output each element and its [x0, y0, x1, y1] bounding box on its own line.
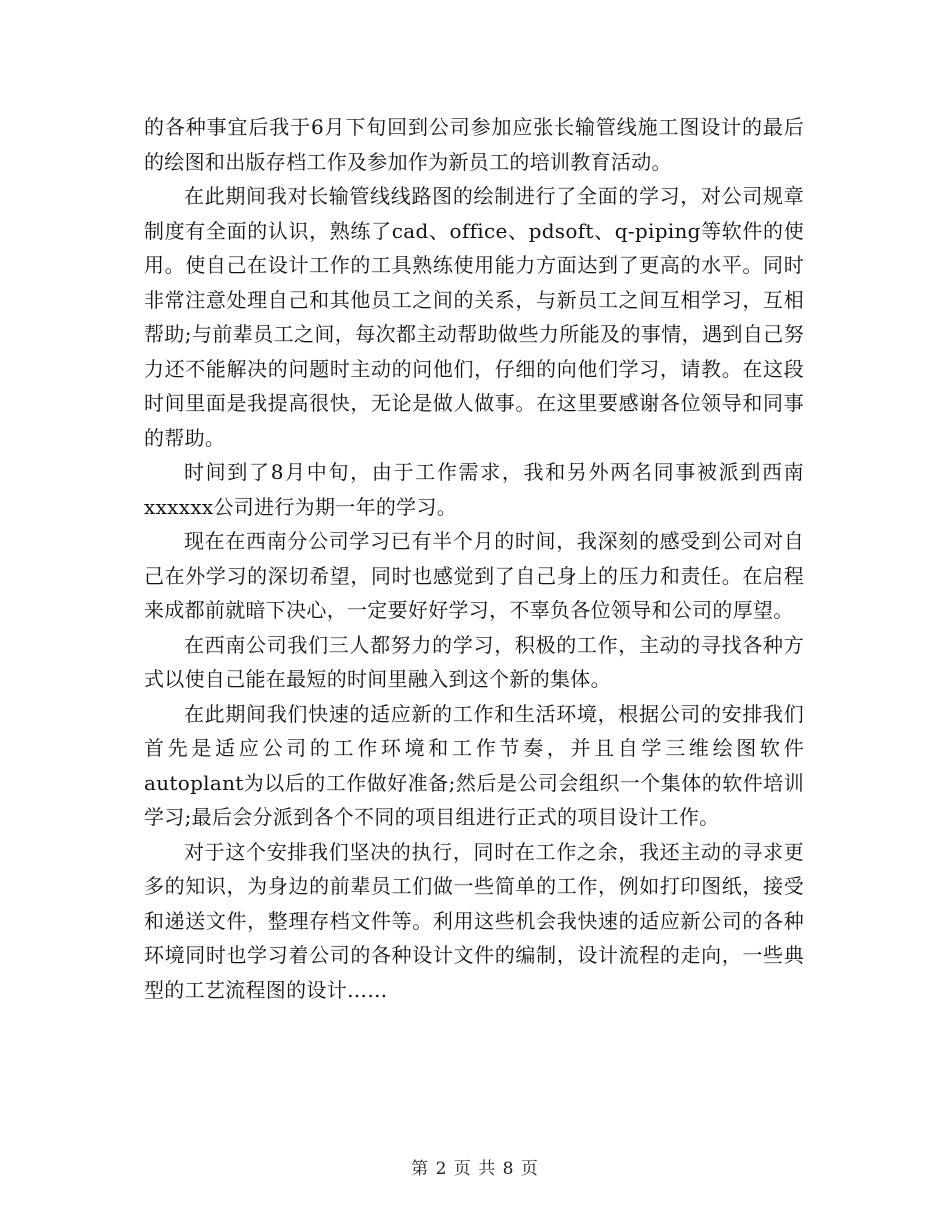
paragraph-4: 现在在西南分公司学习已有半个月的时间，我深刻的感受到公司对自己在外学习的深切希望，同时也感觉到了自己身上的压力和责任。在启程来成都前就暗下决心，一定要好好学习，不辜负各位领导和公司的厚望。	[144, 529, 804, 622]
paragraph-2: 在此期间我对长输管线线路图的绘制进行了全面的学习，对公司规章制度有全面的认识，熟练了cad、office、pdsoft、q-piping等软件的使用。使自己在设计工作的工具熟练使用能力方面达到了更高的水平。同时非常注意处理自己和其他员工之间的关系，与新员工之间互相学习，互相帮助;与前辈员工之间，每次都主动帮助做些力所能及的事情，遇到自己努力还不能解决的问题时主动的问他们，仔细的向他们学习，请教。在这段时间里面是我提高很快，无论是做人做事。在这里要感谢各位领导和同事的帮助。	[144, 184, 804, 450]
paragraph-5: 在西南公司我们三人都努力的学习，积极的工作，主动的寻找各种方式以使自己能在最短的时间里融入到这个新的集体。	[144, 632, 804, 691]
document-body	[144, 110, 804, 1007]
page-footer: 第 2 页 共 8 页	[411, 1159, 539, 1179]
paragraph-3: 时间到了8月中旬，由于工作需求，我和另外两名同事被派到西南xxxxxx公司进行为期一年的学习。	[144, 460, 804, 519]
paragraph-7: 对于这个安排我们坚决的执行，同时在工作之余，我还主动的寻求更多的知识，为身边的前辈员工们做一些简单的工作，例如打印图纸，接受和递送文件，整理存档文件等。利用这些机会我快速的适应新公司的各种环境同时也学习着公司的各种设计文件的编制，设计流程的走向，一些典型的工艺流程图的设计……	[144, 839, 804, 1002]
paragraph-6: 在此期间我们快速的适应新的工作和生活环境，根据公司的安排我们首先是适应公司的工作环境和工作节奏，并且自学三维绘图软件autoplant为以后的工作做好准备;然后是公司会组织一个集体的软件培训学习;最后会分派到各个不同的项目组进行正式的项目设计工作。	[144, 701, 804, 829]
paragraph-1: 的各种事宜后我于6月下旬回到公司参加应张长输管线施工图设计的最后的绘图和出版存档工作及参加作为新员工的培训教育活动。	[144, 115, 804, 174]
